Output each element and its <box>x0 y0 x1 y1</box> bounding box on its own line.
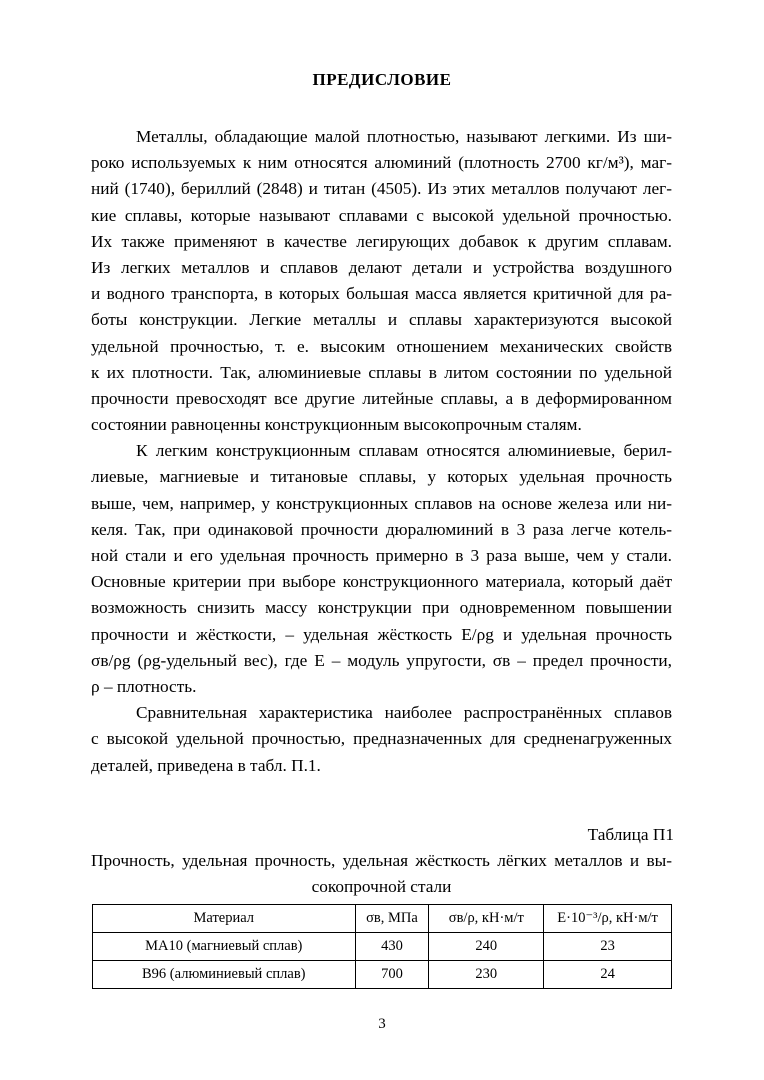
table-label: Таблица П1 <box>587 825 674 844</box>
table-cell: 700 <box>355 961 429 989</box>
text-line: деталей, приведена в табл. П.1. <box>91 755 321 775</box>
table-caption-line-2: сокопрочной стали <box>311 877 452 896</box>
text-line: роко используемых к ним относятся алюминий (плотность 2700 кг/м³), маг- <box>91 153 672 173</box>
text-line: прочности превосходят все другие литейные сплавы, а в деформированном <box>91 388 672 408</box>
text-line: Их также применяют в качестве легирующих добавок к другим сплавам. <box>91 231 672 251</box>
table-cell: 230 <box>429 961 544 989</box>
text-line: удельной прочностью, т. е. высоким отношением механических свойств <box>91 336 672 356</box>
table-caption <box>91 848 672 900</box>
text-line: Металлы, обладающие малой плотностью, называют легкими. Из ши- <box>136 127 672 146</box>
table-cell: В96 (алюминиевый сплав) <box>93 961 356 989</box>
header-cell: σв, МПа <box>355 905 429 933</box>
text-line: с высокой удельной прочностью, предназначенных для средненагруженных <box>91 729 672 749</box>
text-line: келя. Так, при одинаковой прочности дюралюминий в 3 раза легче котель- <box>91 519 672 539</box>
text-line: кие сплавы, которые называют сплавами с высокой удельной прочностью. <box>91 205 672 225</box>
text-line: прочности и жёсткости, – удельная жёсткость Е/ρg и удельная прочность <box>91 624 672 644</box>
table-header-row <box>93 905 672 933</box>
table-row <box>93 961 672 989</box>
table-row <box>93 933 672 961</box>
table-cell: 240 <box>429 933 544 961</box>
text-line: боты конструкции. Легкие металлы и сплавы характеризуются высокой <box>91 310 672 330</box>
text-line: Из легких металлов и сплавов делают детали и устройства воздушного <box>91 257 672 277</box>
page-title: ПРЕДИСЛОВИЕ <box>312 70 452 89</box>
body-text <box>91 124 672 779</box>
table-cell: 23 <box>544 933 672 961</box>
text-line: ний (1740), бериллий (2848) и титан (4505). Из этих металлов получают лег- <box>91 179 672 199</box>
header-cell: σв/ρ, кН·м/т <box>429 905 544 933</box>
table-caption-line-1: Прочность, удельная прочность, удельная жёсткость лёгких металлов и вы- <box>91 851 672 870</box>
text-line: Сравнительная характеристика наиболее распространённых сплавов <box>136 703 672 723</box>
text-line: к их плотности. Так, алюминиевые сплавы в литом состоянии по удельной <box>91 362 672 382</box>
table-cell: 24 <box>544 961 672 989</box>
text-line: лиевые, магниевые и титановые сплавы, у которых удельная прочность <box>91 467 672 487</box>
header-cell: Материал <box>93 905 356 933</box>
text-line: ρ – плотность. <box>91 676 197 696</box>
header-cell: Е·10⁻³/ρ, кН·м/т <box>544 905 672 933</box>
table-cell: МА10 (магниевый сплав) <box>93 933 356 961</box>
text-line: σв/ρg (ρg-удельный вес), где Е – модуль упругости, σв – предел прочности, <box>91 650 672 670</box>
text-line: возможность снизить массу конструкции при одновременном повышении <box>91 598 672 618</box>
text-line: ной стали и его удельная прочность примерно в 3 раза выше, чем у стали. <box>91 546 672 565</box>
table-cell: 430 <box>355 933 429 961</box>
text-line: и водного транспорта, в которых большая масса является критичной для ра- <box>91 284 672 304</box>
text-line: состоянии равноценны конструкционным высокопрочным сталям. <box>91 415 582 435</box>
text-line: К легким конструкционным сплавам относятся алюминиевые, берил- <box>136 441 672 461</box>
data-table <box>92 904 672 989</box>
text-line: выше, чем, например, у конструкционных сплавов на основе железа или ни- <box>91 493 672 513</box>
text-line: Основные критерии при выборе конструкционного материала, который даёт <box>91 572 672 592</box>
page-number: 3 <box>378 1016 386 1032</box>
